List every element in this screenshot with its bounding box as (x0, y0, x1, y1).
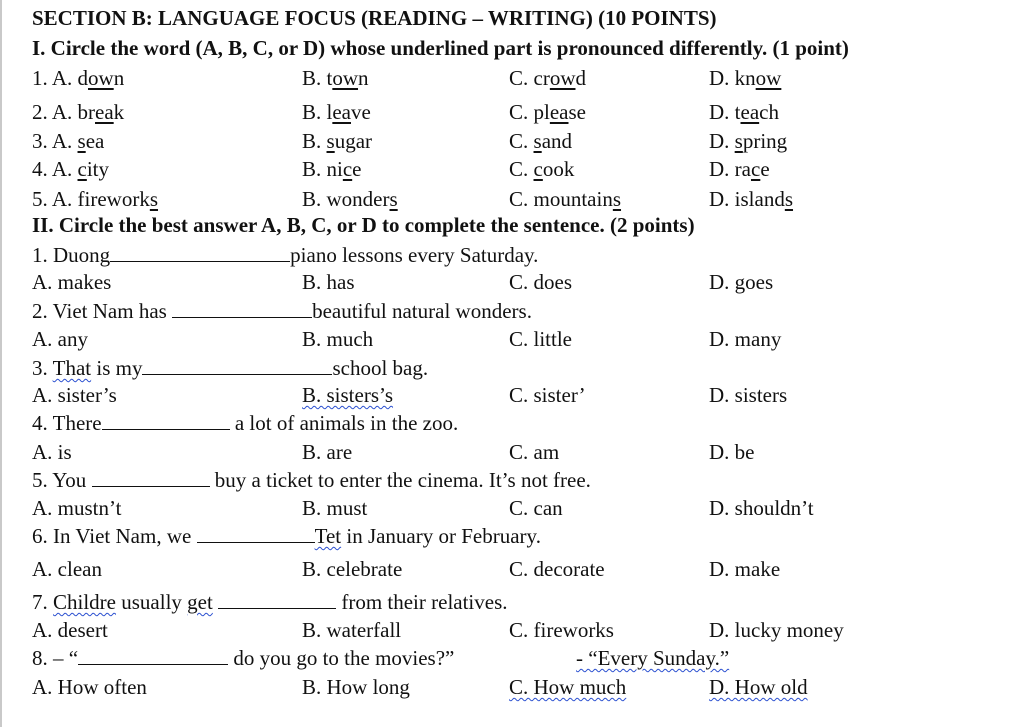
word-part: ity (86, 157, 110, 181)
q8-option-a[interactable]: A. How often (32, 675, 147, 699)
word-part: D. (709, 129, 735, 153)
question-8-post: do you go to the movies?” (233, 646, 455, 670)
word-part: D. t (709, 100, 741, 124)
p1-item-number: 3. A. (32, 129, 78, 153)
part2-title: II. Circle the best answer A, B, C, or D to complete the sentence. (2 points) (32, 213, 695, 237)
word-part: d (575, 66, 586, 90)
word-part: br (77, 100, 96, 124)
answer-blank-3[interactable] (142, 356, 332, 375)
word-part: ugar (334, 129, 373, 153)
question-7-num: 7. (32, 590, 53, 614)
q4-option-b[interactable]: B. are (302, 440, 353, 464)
question-5 (32, 468, 591, 493)
q4-option-d[interactable]: D. be (709, 440, 755, 464)
underlined-part: s (734, 129, 743, 153)
underlined-part: s (326, 129, 335, 153)
question-5-pre: 5. You (32, 468, 87, 492)
p1-item-number: 2. A. (32, 100, 78, 124)
answer-blank-6[interactable] (197, 524, 315, 543)
q8-option-c[interactable]: C. How much (509, 675, 627, 699)
underlined-part: ea (549, 100, 569, 124)
question-6-word: Tet (314, 524, 342, 548)
word-part: ch (759, 100, 779, 124)
word-part: C. mountain (509, 187, 613, 211)
word-part: e (760, 157, 770, 181)
p1-q4-option-a[interactable] (32, 157, 109, 182)
answer-blank-4[interactable] (102, 411, 230, 430)
q1-option-a[interactable]: A. makes (32, 270, 112, 294)
q6-option-b[interactable]: B. celebrate (302, 557, 403, 581)
q8-option-d[interactable]: D. How old (709, 675, 808, 699)
underlined-part: c (750, 157, 761, 181)
word-part: se (568, 100, 586, 124)
word-part: and (541, 129, 573, 153)
q2-option-a[interactable]: A. any (32, 327, 88, 351)
p1-item-number: 4. A. (32, 157, 78, 181)
q4-option-a[interactable]: A. is (32, 440, 72, 464)
word-part: n (113, 66, 125, 90)
p1-q1-option-d[interactable] (709, 66, 781, 91)
question-7-mid: usually (116, 590, 188, 614)
question-5-post: buy a ticket to enter the cinema. It’s not free. (214, 468, 591, 492)
q3-option-c[interactable]: C. sister’ (509, 383, 586, 407)
q7-option-b[interactable]: B. waterfall (302, 618, 402, 642)
question-8-pre: 8. – “ (32, 646, 79, 670)
word-part: D. ra (709, 157, 751, 181)
word-part: n (358, 66, 369, 90)
question-4-pre: 4. There (32, 411, 102, 435)
answer-blank-8[interactable] (78, 646, 228, 665)
section-title: SECTION B: LANGUAGE FOCUS (READING – WRITING) (10 POINTS) (32, 6, 717, 30)
p1-q3-option-d[interactable] (709, 129, 787, 154)
underlined-part: c (533, 157, 543, 181)
word-part: k (113, 100, 125, 124)
question-3-pre: is my (91, 356, 143, 380)
q7-option-a[interactable]: A. desert (32, 618, 108, 642)
question-3 (32, 356, 428, 381)
question-2-post: beautiful natural wonders. (312, 299, 532, 323)
q5-option-a[interactable]: A. mustn’t (32, 496, 122, 520)
q8-option-b[interactable]: B. How long (302, 675, 410, 699)
question-2-pre: 2. Viet Nam has (32, 299, 167, 323)
question-8-reply: - “Every Sunday.” (576, 646, 730, 670)
q4-option-c[interactable]: C. am (509, 440, 560, 464)
q5-option-b[interactable]: B. must (302, 496, 368, 520)
question-3-num: 3. (32, 356, 53, 380)
p1-q5-option-d[interactable] (709, 187, 793, 212)
question-6-post: in January or February. (341, 524, 541, 548)
underlined-part: ow (549, 66, 576, 90)
p1-q3-option-a[interactable] (32, 129, 104, 154)
underlined-part: ow (332, 66, 359, 90)
p1-q3-option-c[interactable] (509, 129, 572, 154)
question-1 (32, 243, 538, 268)
q3-option-d[interactable]: D. sisters (709, 383, 788, 407)
word-part: e (352, 157, 362, 181)
p1-q2-option-c[interactable] (509, 100, 586, 125)
p1-q2-option-b[interactable] (302, 100, 371, 125)
question-7-word-1: Childre (53, 590, 116, 614)
word-part: C. (509, 129, 534, 153)
question-7-word-2: get (187, 590, 213, 614)
p1-q1-option-b[interactable] (302, 66, 369, 91)
p1-q1-option-c[interactable] (509, 66, 586, 91)
question-6-pre: 6. In Viet Nam, we (32, 524, 192, 548)
p1-q2-option-a[interactable] (32, 100, 124, 125)
underlined-part: ow (88, 66, 114, 90)
underlined-part: ow (755, 66, 782, 90)
q2-option-c[interactable]: C. little (509, 327, 572, 351)
part1-title: I. Circle the word (A, B, C, or D) whose underlined part is pronounced differently. (1 point) (32, 36, 849, 60)
p1-q5-option-c[interactable] (509, 187, 621, 212)
question-3-post: school bag. (332, 356, 429, 380)
word-part: D. kn (709, 66, 756, 90)
p1-q3-option-b[interactable] (302, 129, 372, 154)
q7-option-d[interactable]: D. lucky money (709, 618, 844, 642)
p1-item-number: 5. A. (32, 187, 78, 211)
word-part: ve (351, 100, 371, 124)
answer-blank-7[interactable] (218, 590, 336, 609)
q2-option-d[interactable]: D. many (709, 327, 782, 351)
underlined-part: c (77, 157, 87, 181)
word-part: B. ni (302, 157, 343, 181)
q2-option-b[interactable]: B. much (302, 327, 374, 351)
word-part: d (77, 66, 89, 90)
question-2 (32, 299, 532, 324)
word-part: B. wonder (302, 187, 390, 211)
q3-option-b[interactable]: B. sisters’s (302, 383, 394, 407)
q6-option-d[interactable]: D. make (709, 557, 781, 581)
underlined-part: c (342, 157, 353, 181)
word-part: B. t (302, 66, 333, 90)
p1-q1-option-a[interactable] (32, 66, 124, 91)
underlined-part: s (612, 187, 622, 211)
underlined-part: ea (95, 100, 114, 124)
word-part: ook (542, 157, 575, 181)
underlined-part: s (77, 129, 86, 153)
word-part: B. l (302, 100, 333, 124)
word-part: firework (77, 187, 150, 211)
underlined-part: s (149, 187, 159, 211)
q5-option-d[interactable]: D. shouldn’t (709, 496, 814, 520)
p1-q4-option-b[interactable] (302, 157, 362, 182)
underlined-part: ea (332, 100, 351, 124)
q6-option-c[interactable]: C. decorate (509, 557, 605, 581)
q1-option-d[interactable]: D. goes (709, 270, 774, 294)
question-4-post: a lot of animals in the zoo. (234, 411, 459, 435)
question-6 (32, 524, 541, 549)
word-part: B. (302, 129, 327, 153)
q6-option-a[interactable]: A. clean (32, 557, 102, 581)
p1-q5-option-a[interactable] (32, 187, 158, 212)
q7-option-c[interactable]: C. fireworks (509, 618, 614, 642)
q3-option-a[interactable]: A. sister’s (32, 383, 117, 407)
word-part: C. (509, 157, 534, 181)
question-3-word: That (52, 356, 92, 380)
q1-option-b[interactable]: B. has (302, 270, 355, 294)
p1-q2-option-d[interactable] (709, 100, 779, 125)
underlined-part: s (389, 187, 398, 211)
underlined-part: ea (740, 100, 760, 124)
p1-q4-option-c[interactable] (509, 157, 574, 182)
question-1-pre: 1. Duong (32, 243, 111, 267)
q1-option-c[interactable]: C. does (509, 270, 572, 294)
word-part: C. cr (509, 66, 550, 90)
word-part: D. island (709, 187, 785, 211)
question-7-post: from their relatives. (341, 590, 508, 614)
question-7 (32, 590, 508, 615)
underlined-part: s (784, 187, 794, 211)
word-part: ea (85, 129, 105, 153)
answer-blank-1[interactable] (110, 243, 290, 262)
p1-q5-option-b[interactable] (302, 187, 398, 212)
p1-q4-option-d[interactable] (709, 157, 770, 182)
question-8 (32, 646, 454, 671)
word-part: pring (742, 129, 788, 153)
underlined-part: s (533, 129, 542, 153)
q5-option-c[interactable]: C. can (509, 496, 563, 520)
p1-item-number: 1. A. (32, 66, 78, 90)
word-part: C. pl (509, 100, 550, 124)
question-1-post: piano lessons every Saturday. (290, 243, 539, 267)
question-4 (32, 411, 458, 436)
answer-blank-5[interactable] (92, 468, 210, 487)
answer-blank-2[interactable] (172, 299, 312, 318)
